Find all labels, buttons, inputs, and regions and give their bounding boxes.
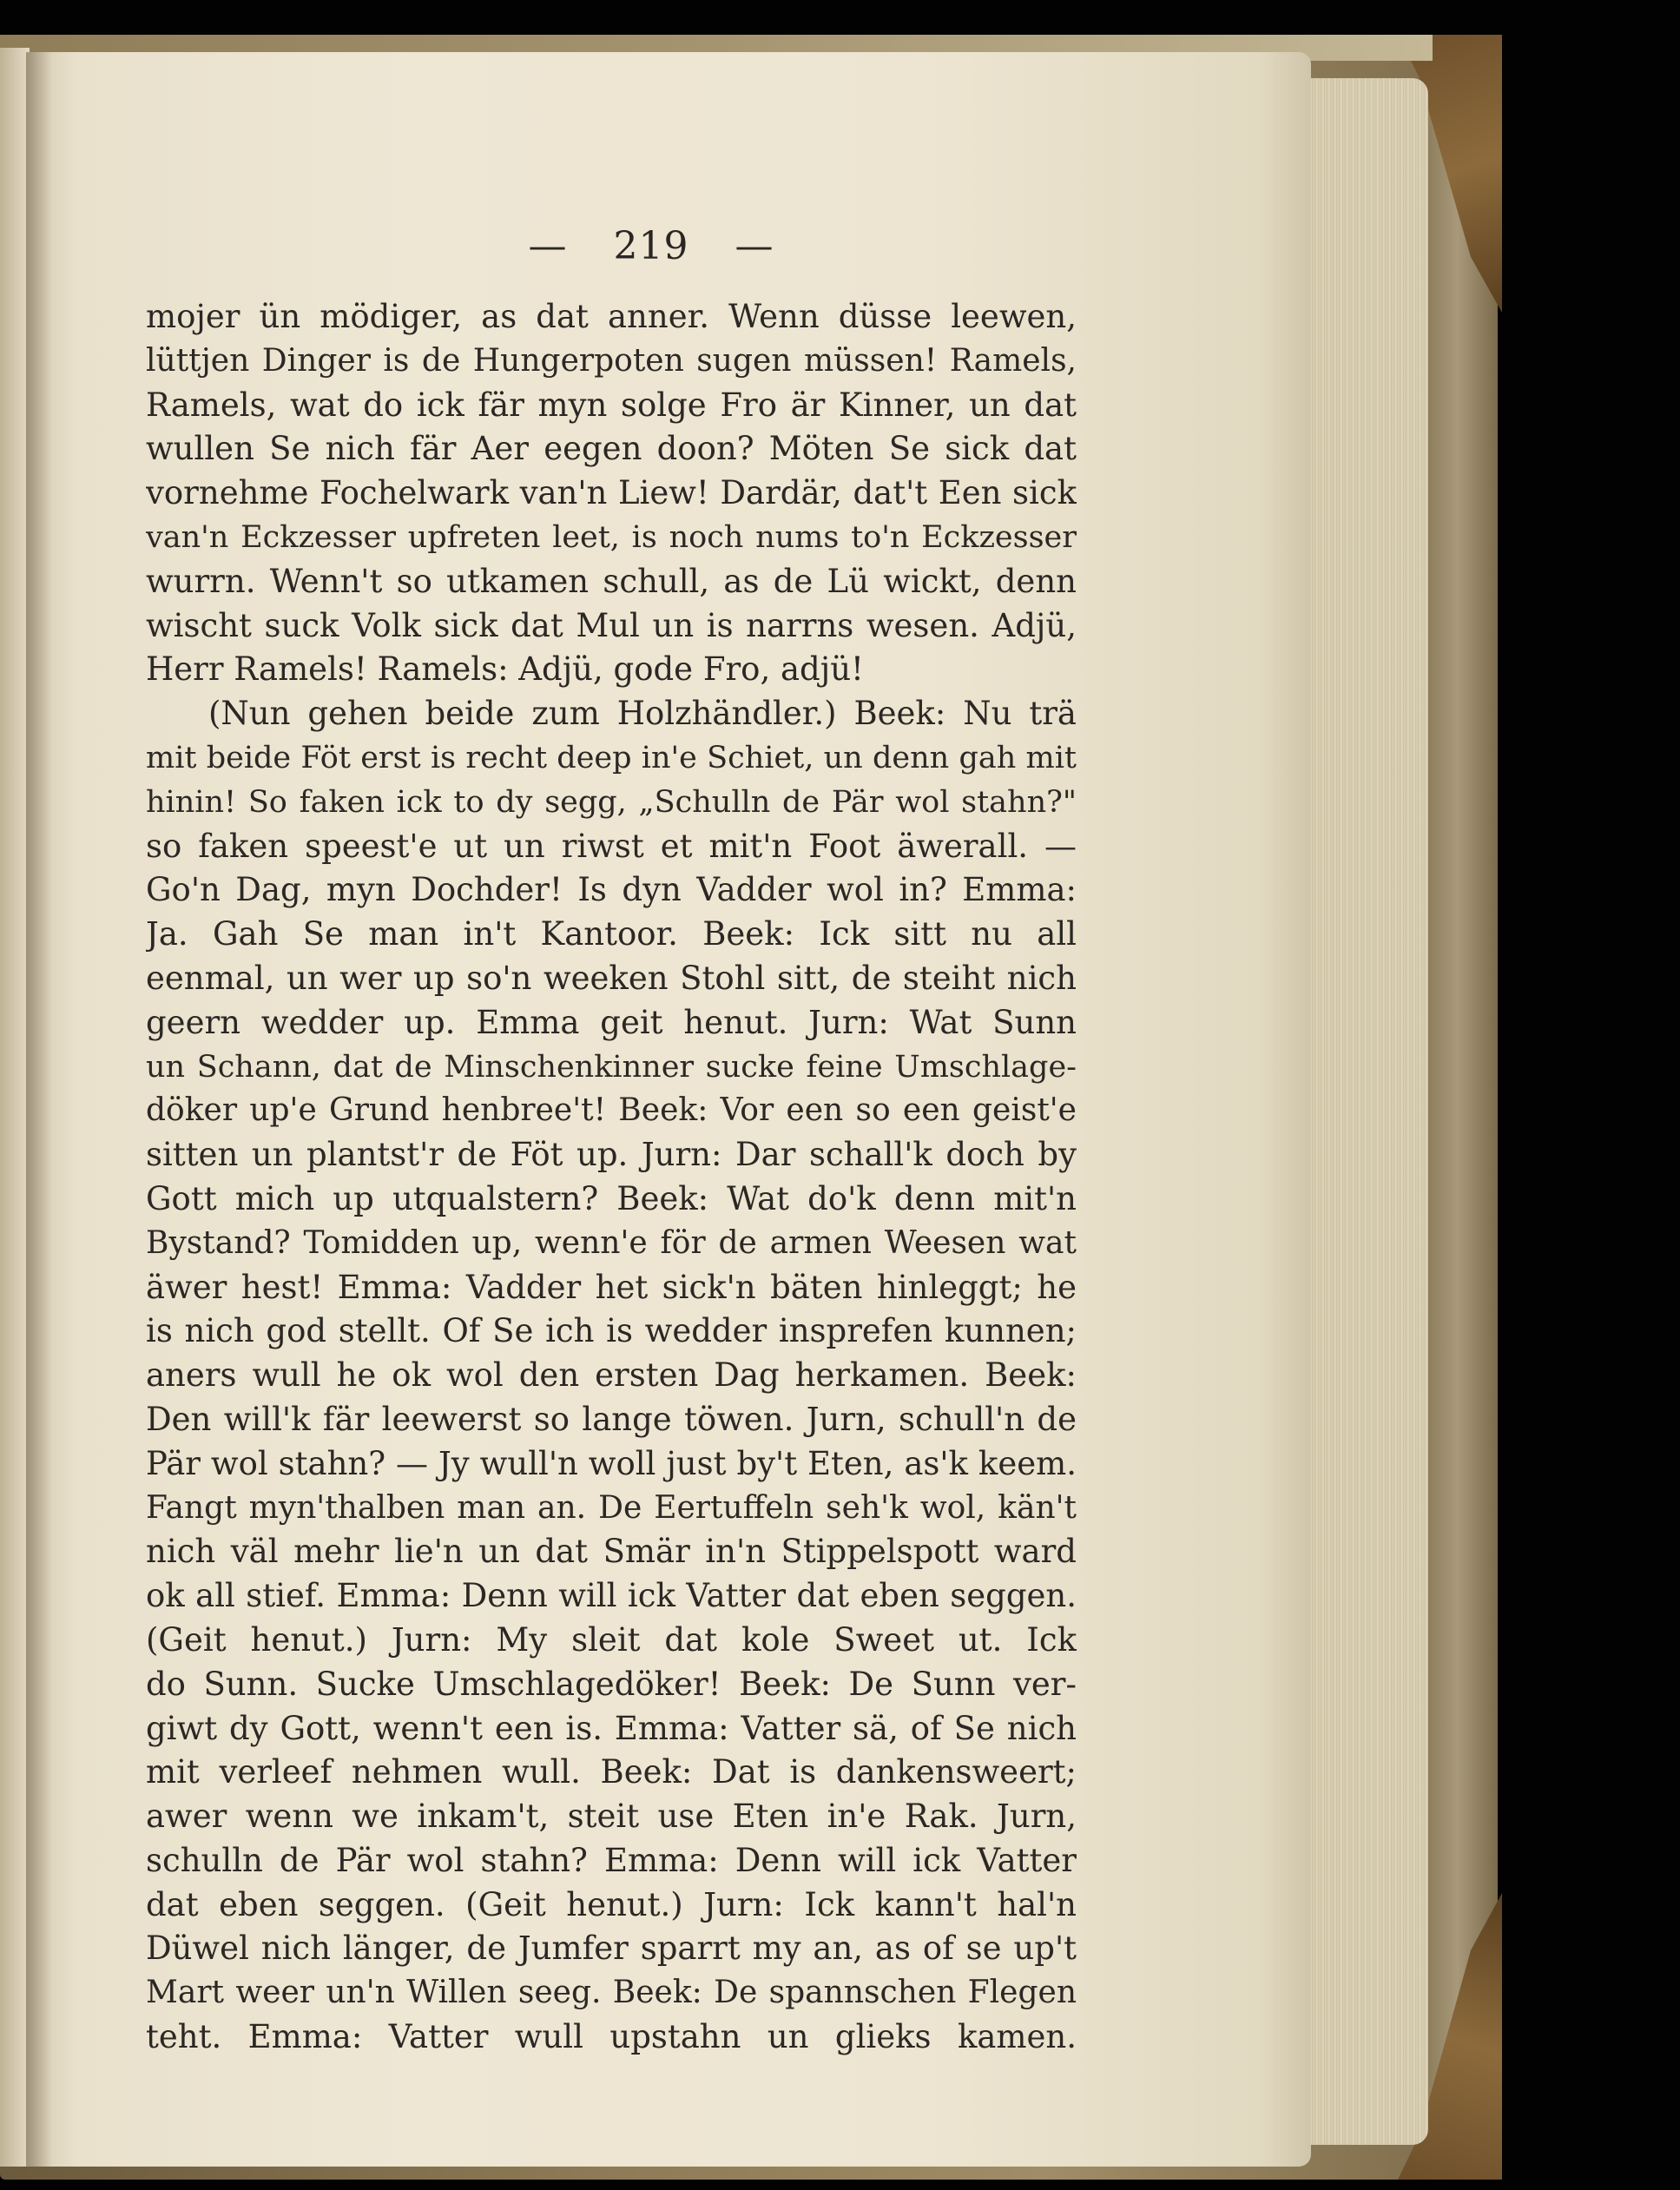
text-line: geern wedder up. Emma geit henut. Jurn: Wat Sunn bbox=[146, 1003, 1077, 1041]
text-line: (Geit henut.) Jurn: My sleit dat kole Sweet ut. Ick bbox=[146, 1620, 1077, 1659]
body-text bbox=[146, 295, 1077, 2060]
text-line: Pär wol stahn? — Jy wull'n woll just by't Eten, as'k keem. bbox=[146, 1444, 1077, 1482]
page-number bbox=[0, 224, 1302, 268]
text-line: lüttjen Dinger is de Hungerpoten sugen müssen! Ramels, bbox=[146, 342, 1077, 379]
text-line: vornehme Fochelwark van'n Liew! Dardär, dat't Een sick bbox=[146, 474, 1077, 512]
text-line: schulln de Pär wol stahn? Emma: Denn will ick Vatter bbox=[146, 1841, 1077, 1879]
text-line: Den will'k fär leewerst so lange töwen. Jurn, schull'n de bbox=[146, 1400, 1077, 1438]
text-line: is nich god stellt. Of Se ich is wedder insprefen kunnen; bbox=[146, 1312, 1077, 1350]
text-line: awer wenn we inkam't, steit use Eten in'e Rak. Jurn, bbox=[146, 1798, 1077, 1836]
text-line: Bystand? Tomidden up, wenn'e för de armen Weesen wat bbox=[146, 1224, 1077, 1261]
text-line: do Sunn. Sucke Umschlagedöker! Beek: De Sunn ver- bbox=[146, 1665, 1077, 1703]
text-line: hinin! So faken ick to dy segg, „Schulln de Pär wol stahn?" bbox=[146, 784, 1077, 820]
text-line: äwer hest! Emma: Vadder het sick'n bäten hinleggt; he bbox=[146, 1268, 1077, 1306]
text-line: so faken speest'e ut un riwst et mit'n Foot äwerall. — bbox=[146, 827, 1077, 865]
text-line: wischt suck Volk sick dat Mul un is narrns wesen. Adjü, bbox=[146, 606, 1077, 644]
text-line: mojer ün mödiger, as dat anner. Wenn düsse leewen, bbox=[146, 298, 1077, 335]
text-line: Düwel nich länger, de Jumfer sparrt my an, as of se up't bbox=[146, 1929, 1077, 1968]
text-line: Mart weer un'n Willen seeg. Beek: De spannschen Flegen bbox=[146, 1975, 1077, 2011]
text-line: wurrn. Wenn't so utkamen schull, as de Lü wickt, denn bbox=[146, 562, 1077, 600]
text-line: mit verleef nehmen wull. Beek: Dat is dankensweert; bbox=[146, 1753, 1077, 1791]
page-stack bbox=[1307, 78, 1428, 2145]
text-line: wullen Se nich fär Aer eegen doon? Möten Se sick dat bbox=[146, 430, 1077, 468]
cover-edge bbox=[1424, 61, 1498, 2162]
gutter-shadow bbox=[26, 52, 52, 2167]
text-line: Ja. Gah Se man in't Kantoor. Beek: Ick sitt nu all bbox=[146, 915, 1077, 953]
text-line: nich väl mehr lie'n un dat Smär in'n Stippelspott ward bbox=[146, 1533, 1077, 1571]
text-line: dat eben seggen. (Geit henut.) Jurn: Ick kann't hal'n bbox=[146, 1885, 1077, 1923]
text-line: aners wull he ok wol den ersten Dag herkamen. Beek: bbox=[146, 1356, 1077, 1395]
text-line: Fangt myn'thalben man an. De Eertuffeln seh'k wol, kän't bbox=[146, 1489, 1077, 1526]
page-number-dash-right: — bbox=[735, 224, 774, 268]
page-number-dash-left: — bbox=[528, 224, 568, 268]
text-line: sitten un plantst'r de Föt up. Jurn: Dar schall'k doch by bbox=[146, 1136, 1077, 1174]
text-line: Go'n Dag, myn Dochder! Is dyn Vadder wol in? Emma: bbox=[146, 871, 1077, 909]
text-line: eenmal, un wer up so'n weeken Stohl sitt, de steiht nich bbox=[146, 959, 1077, 997]
text-line: döker up'e Grund henbree't! Beek: Vor een so een geist'e bbox=[146, 1092, 1077, 1129]
text-line: ok all stief. Emma: Denn will ick Vatter dat eben seggen. bbox=[146, 1577, 1077, 1615]
text-line: Ramels, wat do ick fär myn solge Fro är Kinner, un dat bbox=[146, 386, 1077, 424]
text-line: Herr Ramels! Ramels: Adjü, gode Fro, adjü! bbox=[146, 650, 864, 689]
text-line: un Schann, dat de Minschenkinner sucke feine Umschlage- bbox=[146, 1049, 1077, 1085]
text-line: van'n Eckzesser upfreten leet, is noch nums to'n Eckzesser bbox=[146, 519, 1077, 555]
text-line: (Nun gehen beide zum Holzhändler.) Beek: Nu trä bbox=[208, 695, 1077, 733]
text-line: giwt dy Gott, wenn't een is. Emma: Vatter sä, of Se nich bbox=[146, 1709, 1077, 1747]
text-line: teht. Emma: Vatter wull upstahn un glieks kamen. bbox=[146, 2018, 1077, 2056]
page-number-value: 219 bbox=[613, 224, 689, 268]
facing-page-edge bbox=[0, 48, 30, 2167]
text-line: Gott mich up utqualstern? Beek: Wat do'k denn mit'n bbox=[146, 1179, 1077, 1217]
text-line: mit beide Föt erst is recht deep in'e Schiet, un denn gah mit bbox=[146, 740, 1077, 775]
